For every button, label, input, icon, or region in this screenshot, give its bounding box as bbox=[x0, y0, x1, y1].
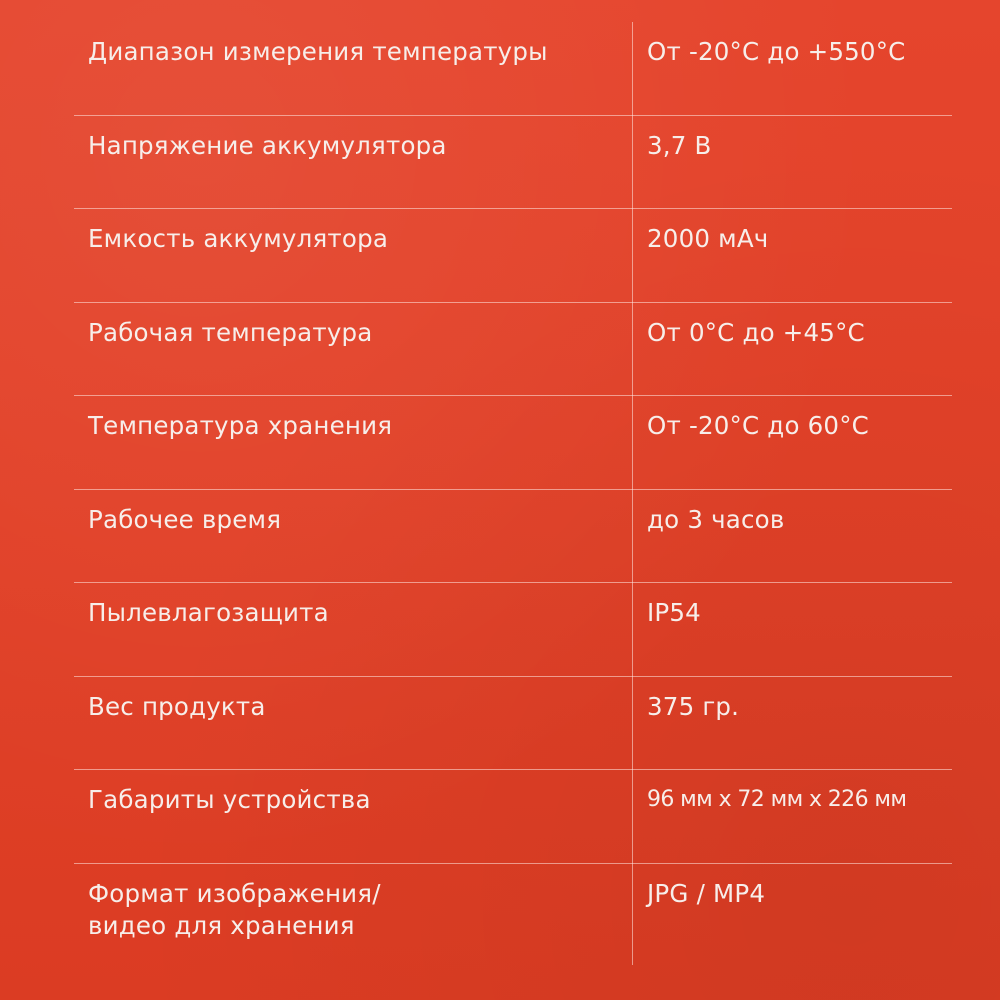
spec-label: Формат изображения/ видео для хранения bbox=[88, 878, 381, 940]
spec-value: JPG / MP4 bbox=[647, 878, 766, 908]
spec-value: От 0°С до +45°С bbox=[647, 317, 865, 347]
spec-row-storage-temperature bbox=[74, 396, 952, 490]
spec-row-battery-voltage bbox=[74, 116, 952, 210]
spec-row-operating-temperature bbox=[74, 303, 952, 397]
spec-value: 2000 мАч bbox=[647, 224, 769, 253]
spec-row-dimensions bbox=[74, 770, 952, 864]
spec-row-temperature-range bbox=[74, 22, 952, 116]
spec-label: Емкость аккумулятора bbox=[88, 224, 389, 253]
spec-row-product-weight bbox=[74, 677, 952, 771]
spec-label: Рабочая температура bbox=[88, 317, 373, 347]
spec-row-battery-capacity bbox=[74, 209, 952, 303]
spec-value: IP54 bbox=[647, 598, 701, 627]
spec-label: Напряжение аккумулятора bbox=[88, 130, 447, 160]
spec-row-storage-format bbox=[74, 864, 952, 982]
spec-value: до 3 часов bbox=[647, 504, 785, 534]
spec-value: От -20°С до 60°С bbox=[647, 411, 869, 440]
spec-label: Габариты устройства bbox=[88, 785, 371, 814]
spec-row-ingress-protection bbox=[74, 583, 952, 677]
spec-row-operating-time bbox=[74, 490, 952, 584]
spec-value: 96 мм х 72 мм х 226 мм bbox=[647, 787, 907, 812]
spec-label: Температура хранения bbox=[88, 411, 393, 440]
spec-value: 3,7 В bbox=[647, 130, 712, 160]
spec-table bbox=[74, 22, 952, 982]
spec-label: Диапазон измерения температуры bbox=[88, 37, 548, 66]
spec-label: Вес продукта bbox=[88, 691, 266, 721]
spec-label: Пылевлагозащита bbox=[88, 598, 329, 627]
spec-label: Рабочее время bbox=[88, 504, 282, 534]
spec-value: 375 гр. bbox=[647, 691, 740, 721]
spec-value: От -20°С до +550°С bbox=[647, 37, 906, 66]
